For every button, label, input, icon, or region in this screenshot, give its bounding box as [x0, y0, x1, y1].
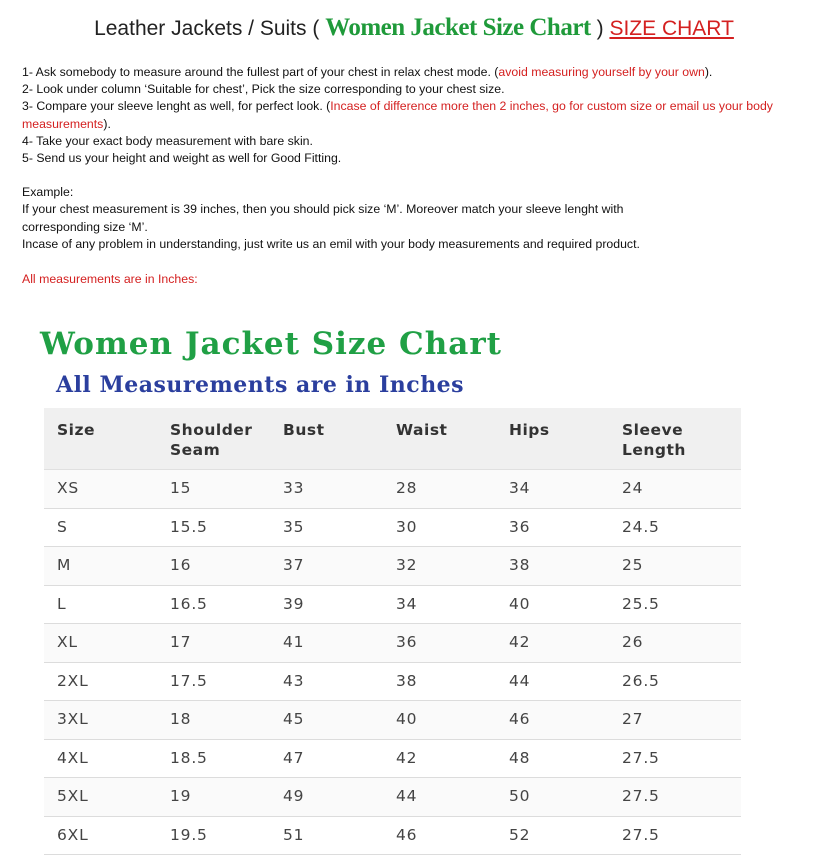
size-cell: 2XL	[57, 671, 89, 690]
measurement-cell: 35	[283, 517, 305, 536]
instruction-3	[22, 98, 792, 132]
measurement-cell: 38	[396, 671, 418, 690]
table-row	[44, 663, 741, 702]
measurement-cell: 44	[509, 671, 531, 690]
table-row	[44, 701, 741, 740]
page-header	[0, 14, 828, 42]
measurement-cell: 40	[509, 594, 531, 613]
measurement-cell: 52	[509, 825, 531, 844]
size-cell: 6XL	[57, 825, 89, 844]
column-header: Sleeve Length	[622, 421, 686, 459]
measurement-cell: 46	[509, 710, 531, 728]
instruction-1-warning: avoid measuring yourself by your own	[498, 65, 705, 79]
measurement-cell: 46	[396, 825, 418, 844]
table-body	[44, 470, 741, 855]
table-row	[44, 817, 741, 856]
header-suffix: )	[596, 17, 604, 40]
measurement-cell: 43	[283, 671, 305, 690]
measurement-cell: 40	[396, 710, 418, 728]
instruction-5: 5- Send us your height and weight as well for Good Fitting.	[22, 151, 342, 166]
measurement-cell: 17	[170, 633, 192, 651]
measurement-cell: 27.5	[622, 787, 660, 805]
table-row	[44, 624, 741, 663]
size-table	[44, 408, 741, 855]
instruction-2: 2- Look under column ‘Suitable for chest’, Pick the size corresponding to your chest size.	[22, 82, 505, 97]
measurement-cell: 18	[170, 710, 192, 728]
measurement-cell: 26.5	[622, 671, 660, 690]
measurement-cell: 30	[396, 517, 418, 536]
measurement-cell: 39	[283, 594, 305, 613]
measurement-cell: 16.5	[170, 594, 208, 613]
instruction-4: 4- Take your exact body measurement with bare skin.	[22, 133, 313, 148]
instruction-1-text: 1- Ask somebody to measure around the fullest part of your chest in relax chest mode. (	[22, 65, 499, 79]
instruction-1	[22, 64, 792, 81]
instruction-3-end: ).	[103, 116, 111, 131]
table-row	[44, 509, 741, 548]
measurement-cell: 17.5	[170, 671, 208, 690]
measurement-cell: 38	[509, 556, 531, 574]
measurement-cell: 15	[170, 479, 192, 497]
measurement-cell: 34	[509, 479, 531, 497]
header-prefix: Leather Jackets / Suits (	[94, 17, 320, 40]
measurement-cell: 27	[622, 710, 644, 728]
measurement-cell: 44	[396, 787, 418, 805]
measurement-cell: 27.5	[622, 748, 660, 767]
size-cell: S	[57, 517, 68, 536]
measurement-cell: 41	[283, 633, 305, 651]
measurement-cell: 36	[509, 517, 531, 536]
measurement-cell: 15.5	[170, 517, 208, 536]
measurement-cell: 16	[170, 556, 192, 574]
table-row	[44, 547, 741, 586]
measurement-cell: 28	[396, 479, 418, 497]
chart-title: Women Jacket Size Chart	[40, 326, 502, 362]
instruction-3-warning: Incase of difference more then 2 inches, go for custom size or email us your body measurements	[22, 99, 773, 131]
measurement-cell: 50	[509, 787, 531, 805]
measurement-cell: 37	[283, 556, 305, 574]
measurement-cell: 48	[509, 748, 531, 767]
size-cell: L	[57, 594, 67, 613]
measurement-cell: 32	[396, 556, 418, 574]
table-row	[44, 586, 741, 625]
measurement-cell: 24.5	[622, 517, 660, 536]
chart-subtitle: All Measurements are in Inches	[56, 372, 465, 398]
measurement-cell: 34	[396, 594, 418, 613]
measurement-cell: 24	[622, 479, 644, 497]
measurement-cell: 19	[170, 787, 192, 805]
column-header: Bust	[283, 421, 325, 439]
table-row	[44, 778, 741, 817]
header-green-title: Women Jacket Size Chart	[325, 14, 591, 41]
example-text: If your chest measurement is 39 inches, then you should pick size ‘M’. Moreover match your sleeve lenght with corresponding size ‘M’.	[22, 202, 624, 234]
size-cell: XS	[57, 479, 80, 497]
measurement-cell: 45	[283, 710, 305, 728]
instructions-block	[22, 64, 792, 253]
all-measurements-note: All measurements are in Inches:	[22, 272, 198, 286]
instruction-1-end: ).	[704, 65, 713, 79]
table-row	[44, 740, 741, 779]
measurement-cell: 42	[509, 633, 531, 651]
measurement-cell: 51	[283, 825, 305, 844]
size-cell: 4XL	[57, 748, 89, 767]
column-header: Waist	[396, 421, 448, 439]
size-cell: M	[57, 556, 72, 574]
example-label: Example:	[22, 185, 74, 200]
size-chart-link[interactable]: SIZE CHART	[609, 17, 734, 40]
measurement-cell: 49	[283, 787, 305, 805]
measurement-cell: 26	[622, 633, 644, 651]
measurement-cell: 42	[396, 748, 418, 767]
measurement-cell: 25.5	[622, 594, 660, 613]
measurement-cell: 27.5	[622, 825, 660, 844]
table-row	[44, 470, 741, 509]
column-header: Size	[57, 421, 96, 439]
column-header: Shoulder Seam	[170, 421, 253, 459]
table-header	[44, 408, 741, 470]
measurement-cell: 33	[283, 479, 305, 497]
size-cell: 5XL	[57, 787, 89, 805]
size-cell: XL	[57, 633, 78, 651]
measurement-cell: 36	[396, 633, 418, 651]
measurement-cell: 47	[283, 748, 305, 767]
size-cell: 3XL	[57, 710, 89, 728]
measurement-cell: 19.5	[170, 825, 208, 844]
instruction-3-text: 3- Compare your sleeve lenght as well, for perfect look. (	[22, 99, 331, 114]
column-header: Hips	[509, 421, 550, 439]
measurement-cell: 25	[622, 556, 644, 574]
measurement-cell: 18.5	[170, 748, 208, 767]
problem-text: Incase of any problem in understanding, just write us an emil with your body measurements and required product.	[22, 236, 640, 251]
